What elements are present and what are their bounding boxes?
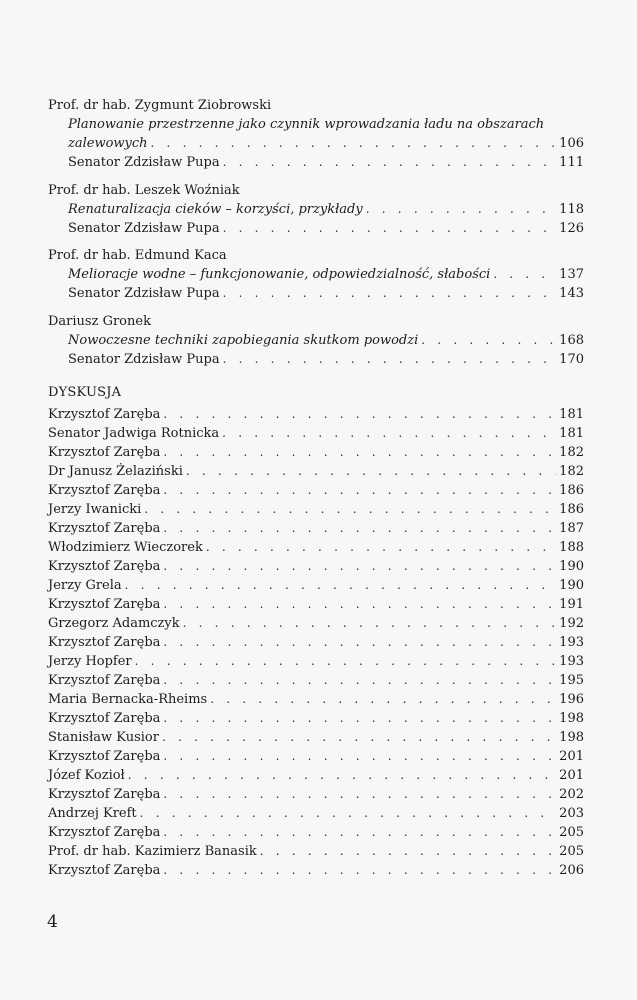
discussion-item [48, 747, 584, 766]
dot-leader [206, 538, 556, 557]
discussion-item [48, 576, 584, 595]
discussion-item [48, 443, 584, 462]
entry-senator-page: 126 [559, 220, 584, 236]
discussion-item [48, 652, 584, 671]
speaker-page: 190 [559, 577, 584, 593]
dot-leader [162, 728, 556, 747]
speaker-name: Krzysztof Zaręba [48, 634, 161, 650]
discussion-item [48, 785, 584, 804]
speaker-name: Krzysztof Zaręba [48, 786, 161, 802]
entry-senator: Senator Zdzisław Pupa [68, 351, 220, 367]
speaker-name: Krzysztof Zaręba [48, 748, 161, 764]
dot-leader [140, 804, 557, 823]
dot-leader [183, 614, 557, 633]
speaker-name: Jerzy Iwanicki [48, 501, 142, 517]
speaker-page: 206 [559, 862, 584, 878]
speaker-name: Jerzy Grela [48, 577, 122, 593]
dot-leader [163, 519, 556, 538]
discussion-item [48, 500, 584, 519]
entry-title-page: 106 [559, 136, 584, 151]
entry-title-line [48, 331, 584, 350]
dot-leader [163, 861, 556, 880]
speaker-name: Grzegorz Adamczyk [48, 615, 180, 631]
toc-entry [48, 246, 584, 303]
entry-title-line: Planowanie przestrzenne jako czynnik wprowadzania ładu na obszarach [68, 117, 545, 132]
speaker-name: Krzysztof Zaręba [48, 710, 161, 726]
speaker-page: 196 [559, 691, 584, 707]
discussion-item [48, 633, 584, 652]
toc-entry [48, 181, 584, 238]
dot-leader [163, 785, 556, 804]
dot-leader [163, 671, 556, 690]
speaker-page: 195 [559, 672, 584, 688]
speaker-page: 188 [559, 539, 584, 555]
speaker-page: 193 [559, 653, 584, 669]
entry-title: Nowoczesne techniki zapobiegania skutkom powodzi [68, 332, 419, 348]
entry-title-page: 137 [559, 267, 584, 282]
speaker-name: Stanisław Kusior [48, 729, 159, 745]
discussion-item [48, 595, 584, 614]
speaker-page: 203 [559, 805, 584, 821]
dot-leader [163, 443, 556, 462]
discussion-item [48, 462, 584, 481]
speaker-name: Krzysztof Zaręba [48, 520, 161, 536]
speaker-page: 201 [559, 748, 584, 764]
speaker-page: 181 [559, 425, 584, 441]
entry-senator-line [48, 219, 584, 238]
dot-leader [163, 709, 556, 728]
dot-leader [163, 595, 556, 614]
entry-title-page: 168 [559, 332, 584, 348]
discussion-item [48, 538, 584, 557]
dot-leader [163, 557, 556, 576]
entry-title-line [48, 265, 584, 284]
dot-leader [135, 652, 557, 671]
discussion-item [48, 424, 584, 443]
entry-senator: Senator Zdzisław Pupa [68, 286, 220, 301]
dot-leader [125, 576, 557, 595]
speaker-page: 181 [559, 406, 584, 422]
dot-leader [223, 153, 557, 172]
speaker-name: Józef Kozioł [48, 767, 125, 783]
toc-content [48, 96, 584, 880]
speaker-name: Krzysztof Zaręba [48, 558, 161, 574]
entry-senator-page: 111 [559, 155, 584, 170]
speaker-page: 182 [559, 463, 584, 479]
speaker-page: 198 [559, 710, 584, 726]
dot-leader [210, 690, 556, 709]
speaker-name: Krzysztof Zaręba [48, 672, 161, 688]
toc-entry [48, 312, 584, 369]
discussion-heading: DYSKUSJA [48, 384, 122, 400]
dot-leader [222, 424, 556, 443]
speaker-name: Prof. dr hab. Kazimierz Banasik [48, 843, 257, 859]
speaker-page: 192 [559, 615, 584, 631]
speaker-name: Krzysztof Zaręba [48, 482, 161, 498]
discussion-item [48, 709, 584, 728]
toc-entry [48, 96, 584, 172]
entry-senator-page: 143 [559, 286, 584, 301]
speaker-page: 202 [559, 786, 584, 802]
dot-leader [421, 331, 556, 350]
speaker-page: 191 [559, 596, 584, 612]
discussion-item [48, 766, 584, 785]
speaker-page: 201 [559, 767, 584, 783]
page-number: 4 [47, 912, 58, 932]
entry-senator: Senator Zdzisław Pupa [68, 155, 220, 170]
discussion-item [48, 861, 584, 880]
speaker-name: Krzysztof Zaręba [48, 596, 161, 612]
speaker-page: 205 [559, 824, 584, 840]
speaker-name: Dr Janusz Żelaziński [48, 463, 183, 479]
entry-title: Melioracje wodne – funkcjonowanie, odpowiedzialność, słabości [68, 267, 491, 282]
speaker-page: 190 [559, 558, 584, 574]
entry-senator: Senator Zdzisław Pupa [68, 220, 220, 236]
discussion-item [48, 557, 584, 576]
discussion-item [48, 519, 584, 538]
speaker-name: Krzysztof Zaręba [48, 444, 161, 460]
dot-leader [366, 200, 556, 219]
dot-leader [223, 219, 557, 238]
speaker-page: 186 [559, 501, 584, 517]
discussion-item [48, 728, 584, 747]
dot-leader [144, 500, 556, 519]
entry-author: Prof. dr hab. Edmund Kaca [48, 248, 227, 263]
speaker-page: 187 [559, 520, 584, 536]
entry-title-page: 118 [559, 201, 584, 217]
speaker-name: Krzysztof Zaręba [48, 862, 161, 878]
discussion-item [48, 614, 584, 633]
entry-author: Prof. dr hab. Zygmunt Ziobrowski [48, 98, 272, 113]
discussion-list [48, 405, 584, 880]
entry-senator-line [48, 153, 584, 172]
speaker-name: Senator Jadwiga Rotnicka [48, 425, 220, 441]
speaker-name: Jerzy Hopfer [48, 653, 132, 669]
speaker-name: Krzysztof Zaręba [48, 406, 161, 422]
speaker-page: 186 [559, 482, 584, 498]
entry-author: Dariusz Gronek [48, 313, 151, 329]
dot-leader [163, 633, 556, 652]
dot-leader [128, 766, 556, 785]
dot-leader [186, 462, 556, 481]
entry-title [48, 115, 584, 153]
discussion-item [48, 671, 584, 690]
entry-title-line [68, 134, 584, 153]
entry-senator-page: 170 [559, 351, 584, 367]
speaker-page: 205 [559, 843, 584, 859]
entry-senator-line [48, 284, 584, 303]
dot-leader [151, 134, 557, 153]
speaker-name: Włodzimierz Wieczorek [48, 539, 203, 555]
entry-senator-line [48, 350, 584, 369]
speaker-page: 193 [559, 634, 584, 650]
dot-leader [223, 284, 557, 303]
entry-title-line [48, 200, 584, 219]
dot-leader [163, 481, 556, 500]
dot-leader [163, 405, 556, 424]
speaker-name: Maria Bernacka-Rheims [48, 691, 208, 707]
discussion-item [48, 405, 584, 424]
dot-leader [223, 350, 557, 369]
speaker-page: 198 [559, 729, 584, 745]
dot-leader [493, 265, 556, 284]
speaker-name: Krzysztof Zaręba [48, 824, 161, 840]
speaker-name: Andrzej Kreft [48, 805, 137, 821]
discussion-item [48, 481, 584, 500]
discussion-item [48, 842, 584, 861]
entry-title: Renaturalizacja cieków – korzyści, przykłady [68, 201, 363, 217]
speaker-page: 182 [559, 444, 584, 460]
entry-title-text: zalewowych [68, 136, 148, 151]
discussion-item [48, 804, 584, 823]
discussion-item [48, 823, 584, 842]
dot-leader [260, 842, 556, 861]
discussion-item [48, 690, 584, 709]
dot-leader [163, 823, 556, 842]
entry-author: Prof. dr hab. Leszek Woźniak [48, 182, 240, 198]
dot-leader [163, 747, 556, 766]
